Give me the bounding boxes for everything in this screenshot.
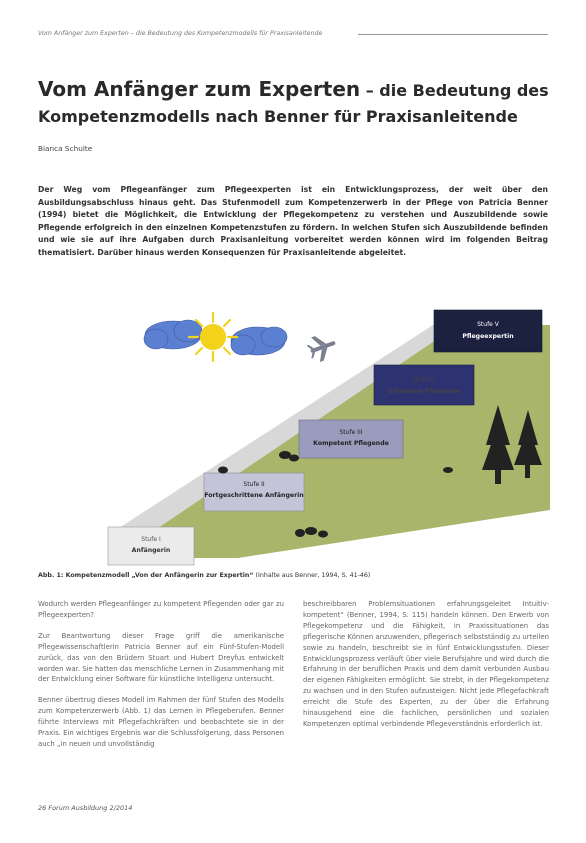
title-main: Vom Anfänger zum Experten (38, 77, 361, 101)
caption-bold: Abb. 1: Kompetenzmodell „Von der Anfängerin zur Expertin“ (38, 572, 254, 579)
stage-2-level: Stufe II (243, 481, 265, 488)
airplane-icon (304, 330, 339, 364)
sun-icon (189, 313, 237, 361)
body-column-right (303, 599, 549, 740)
lead-paragraph: Der Weg vom Pflegeanfänger zum Pflegeexperten ist ein Entwicklungsprozess, der weit über den Ausbildungsabschluss hinaus geht. Das Stufenmodell zum Kompetenzerwerb in der Pflege von Patricia Benner (1994) bietet die Möglichkeit, die Entwicklung der Pflegekompetenz zu verstehen und Auszubildende sowie Pflegende erfolgreich in den einzelnen Kompetenzstufen zu fördern. In welchen Stufen sich Auszubildende befinden und wie sie auf ihre Aufgaben durch Praxisanleitung vorbereitet werden können wird im folgenden Beitrag thematisiert. Darüber hinaus werden Konsequenzen für Praxisanleitende abgeleitet. (38, 185, 548, 257)
step-3 (299, 420, 403, 458)
cloud-left-icon (144, 320, 202, 349)
cloud-right-icon (231, 327, 287, 355)
author: Bianca Schulte (38, 144, 93, 153)
stage-1-level: Stufe I (141, 536, 161, 543)
header-rule (358, 34, 548, 35)
stage-3-label: Kompetent Pflegende (313, 440, 389, 447)
title-line-2: Kompetenzmodells nach Benner für Praxisanleitende (38, 107, 518, 126)
page-footer: 26 Forum Ausbildung 2/2014 (38, 804, 133, 812)
caption-rest: (Inhalte aus Benner, 1994, S. 41-46) (253, 572, 371, 579)
step-4 (374, 365, 474, 405)
stage-4-label: Erfahrene Pflegende (388, 388, 460, 395)
paragraph: Wodurch werden Pflegeanfänger zu kompetent Pflegenden oder gar zu Pflegeexperten? (38, 600, 284, 619)
stage-3-level: Stufe III (339, 429, 363, 436)
step-1 (108, 527, 194, 565)
step-5 (434, 310, 542, 352)
paragraph: beschreibbaren Problemsituationen erfahrungsgeleitet Intuitiv-kompetent“ (Benner, 1994, S. 115) handeln können. Den Erwerb von Pflegekompetenz und die Fähigkeit, in Praxissituationen das pflegerische Können anzuwenden, pflegerisch selbstständig zu urteilen sowie zu handeln, beschreibt sie in fünf Entwicklungsstufen. Dieser Entwicklungsprozess verläuft über viele Berufsjahre und wird durch die Erfahrung in der beruflichen Praxis und dem damit verbunden Ausbau der eigenen Fähigkeiten ermöglicht. Sie strebt, in der Pflegekompetenz zu wachsen und in den Stufen aufzusteigen. Nicht jede Pflegefachkraft erreicht die Stufe des Experten, zu der über die Erfahrung hinausgehend eine die fachlichen, persönlichen und sozialen Kompetenzen optimal verbindende Pflegeverständnis erforderlich ist. (303, 600, 549, 728)
paragraph: Benner übertrug dieses Modell im Rahmen der fünf Stufen des Modells zum Kompetenzerwerb (Abb. 1) das Lernen in Pflegeberufen. Benner führte Interviews mit Pflegefachkräften und beobachtete sie in der Praxis. Ein wichtiges Ergebnis war die Schlussfolgerung, dass Personen auch „in neuen und unvollständig (38, 696, 284, 748)
figure-illustration (38, 305, 550, 568)
figure-caption (38, 572, 550, 579)
stage-5-level: Stufe V (477, 321, 499, 328)
competence-model-figure (38, 305, 550, 568)
stage-2-label: Fortgeschrittene Anfängerin (204, 492, 304, 499)
stage-1-label: Anfängerin (131, 547, 171, 554)
body-column-left (38, 599, 284, 760)
paragraph: Zur Beantwortung dieser Frage griff die amerikanische Pflegewissenschaftlerin Patricia Benner auf ein Fünf-Stufen-Modell zurück, das von den Brüdern Stuart und Hubert Dreyfus entwickelt worden war. Sie hatten das menschliche Lernen in Zusammenhang mit der Entwicklung einer Software für künstliche Intelligenz untersucht. (38, 631, 284, 684)
stage-5-label: Pflegeexpertin (462, 333, 514, 340)
running-head: Vom Anfänger zum Experten – die Bedeutung des Kompetenzmodells für Praxisanleitende (38, 30, 323, 37)
title-dash-part: – die Bedeutung des (360, 81, 549, 100)
stage-4-level: Stufe IV (412, 376, 436, 383)
article-title (38, 76, 558, 130)
